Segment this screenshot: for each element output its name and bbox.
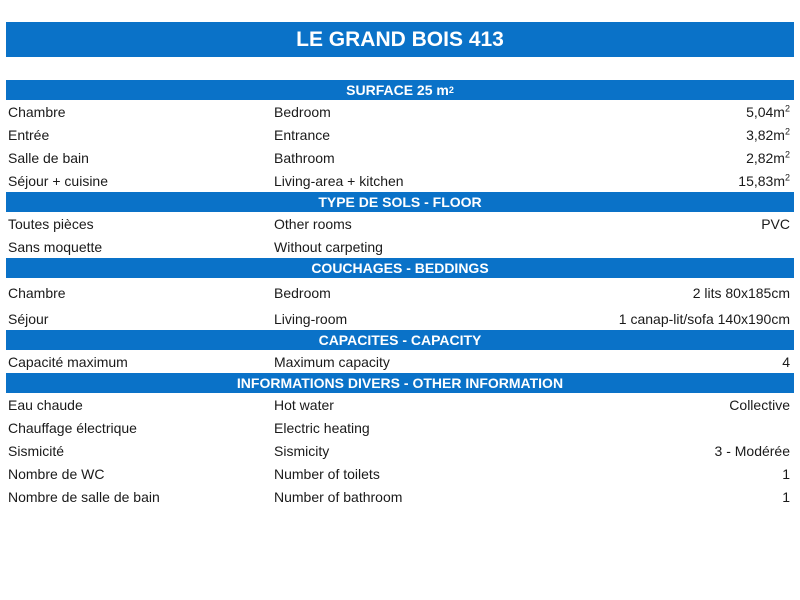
table-row <box>6 439 794 462</box>
label-fr: Toutes pièces <box>8 216 94 232</box>
table-row <box>6 146 794 169</box>
table-row <box>6 212 794 235</box>
label-en: Bathroom <box>274 150 335 166</box>
label-fr: Nombre de WC <box>8 466 105 482</box>
table-row <box>6 393 794 416</box>
row-value: $5,04m^2$ <box>746 103 790 120</box>
label-fr: Chambre <box>8 285 66 301</box>
section-header-floor: TYPE DE SOLS - FLOOR <box>6 192 794 212</box>
table-row <box>6 350 794 373</box>
label-en: Without carpeting <box>274 239 383 255</box>
label-fr: Eau chaude <box>8 397 83 413</box>
label-en: Maximum capacity <box>274 354 390 370</box>
section-header-capacity: CAPACITES - CAPACITY <box>6 330 794 350</box>
row-value: PVC <box>761 216 790 232</box>
table-row <box>6 485 794 508</box>
label-fr: Sans moquette <box>8 239 103 255</box>
label-fr: Séjour <box>8 311 49 327</box>
label-en: Living-room <box>274 311 348 327</box>
row-value: $2,82m^2$ <box>746 149 790 166</box>
table-row <box>6 462 794 485</box>
table-row <box>6 169 794 192</box>
table-row <box>6 235 794 258</box>
info-sheet <box>6 80 794 508</box>
row-value: $3,82m^2$ <box>746 126 790 143</box>
table-row <box>6 123 794 146</box>
row-value: 1 <box>782 466 790 482</box>
label-en: Hot water <box>274 397 334 413</box>
label-en: Number of bathroom <box>274 489 403 505</box>
row-value: 4 <box>782 354 790 370</box>
table-row <box>6 100 794 123</box>
label-fr: Capacité maximum <box>8 354 128 370</box>
section-header-other-information: INFORMATIONS DIVERS - OTHER INFORMATION <box>6 373 794 393</box>
label-fr: Entrée <box>8 127 50 143</box>
label-en: Bedroom <box>274 104 331 120</box>
label-fr: Séjour + cuisine <box>8 173 109 189</box>
section-header-beddings: COUCHAGES - BEDDINGS <box>6 258 794 278</box>
table-row <box>6 304 794 330</box>
label-en: Bedroom <box>274 285 331 301</box>
row-value: $15,83m^2$ <box>738 172 790 189</box>
table-row <box>6 278 794 304</box>
row-value: 3 - Modérée <box>714 443 790 459</box>
row-value: 1 <box>782 489 790 505</box>
label-fr: Chambre <box>8 104 66 120</box>
label-fr: Chauffage électrique <box>8 420 137 436</box>
row-value: 2 lits 80x185cm <box>692 285 790 301</box>
row-value: 1 canap-lit/sofa 140x190cm <box>618 311 790 327</box>
table-row <box>6 416 794 439</box>
label-en: Other rooms <box>274 216 352 232</box>
label-en: Number of toilets <box>274 466 380 482</box>
label-fr: Salle de bain <box>8 150 89 166</box>
label-en: Sismicity <box>274 443 330 459</box>
section-header-surface: SURFACE 25 m 2 <box>6 80 794 100</box>
row-value: Collective <box>729 397 790 413</box>
label-en: Living-area + kitchen <box>274 173 404 189</box>
page-title: LE GRAND BOIS 413 <box>6 22 794 57</box>
label-fr: Nombre de salle de bain <box>8 489 160 505</box>
label-en: Entrance <box>274 127 331 143</box>
label-fr: Sismicité <box>8 443 65 459</box>
label-en: Electric heating <box>274 420 370 436</box>
